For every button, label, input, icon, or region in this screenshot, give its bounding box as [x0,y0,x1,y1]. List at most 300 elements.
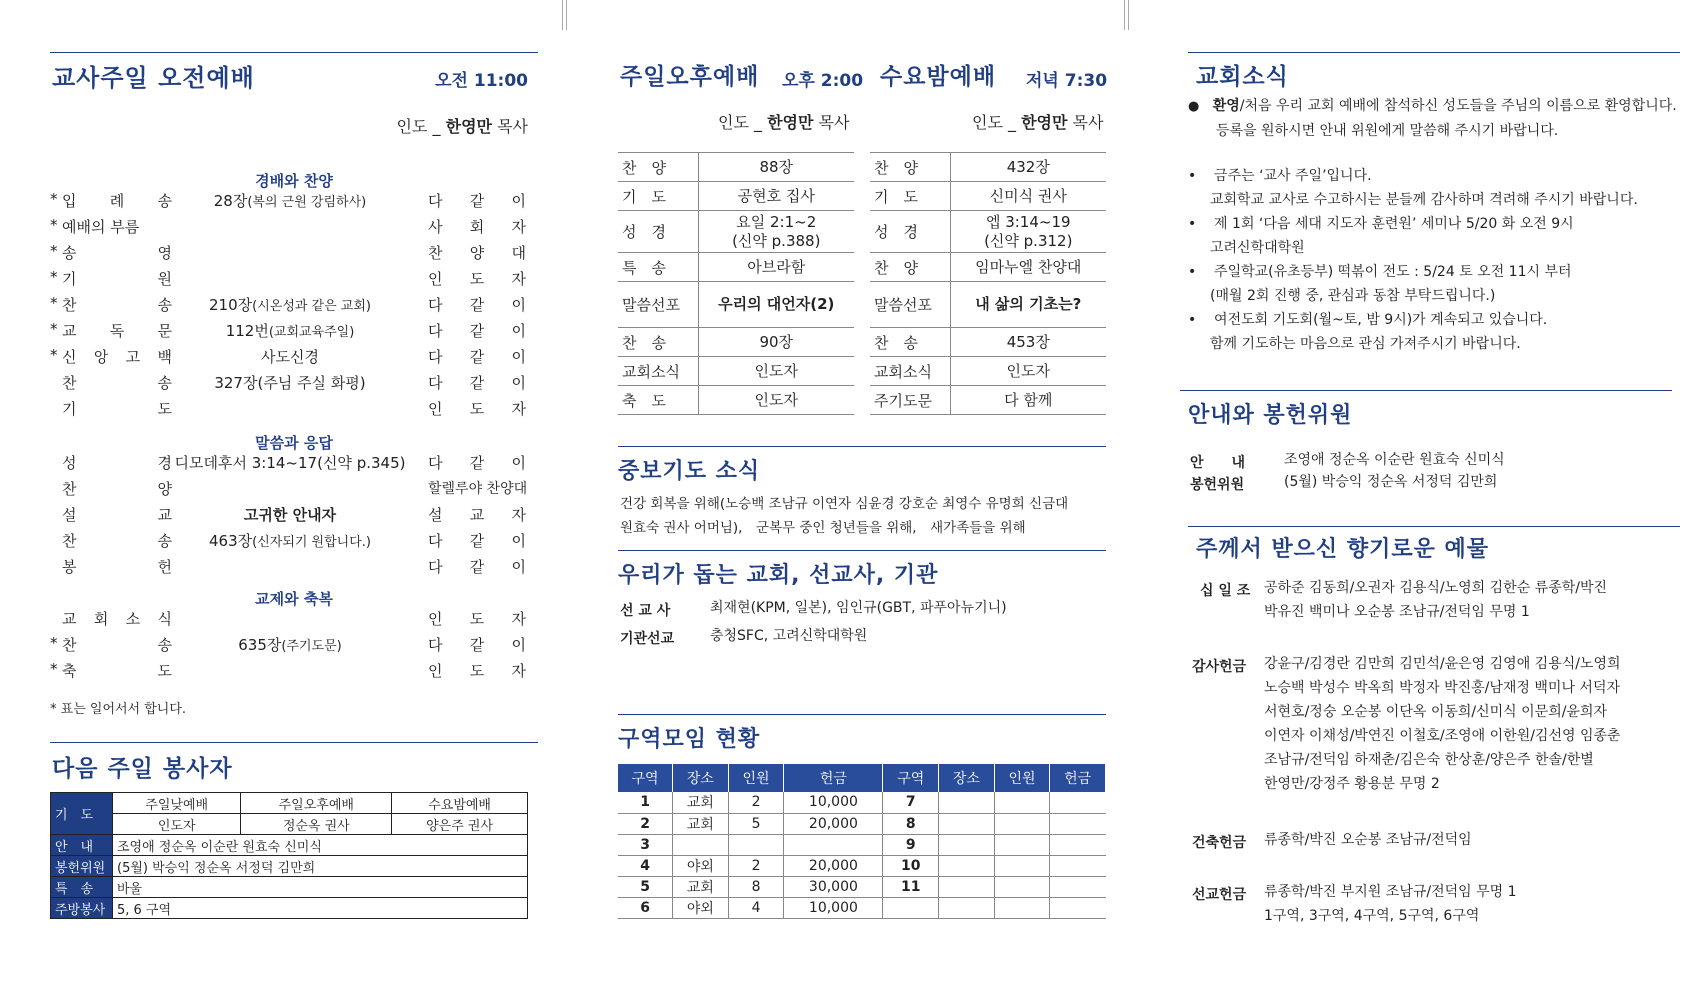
group-cell [994,834,1050,855]
service-row-value: 인도자 [698,386,854,415]
servers-row-value: 조영애 정순옥 이순란 원효숙 신미식 [113,835,528,856]
order-name-char: 송 [157,636,172,654]
order-content [170,294,410,315]
section-fellowship: 교제와 축복 [255,590,333,608]
order-name-char: 기 [62,400,77,418]
wednesday-title: 수요밤예배 [880,64,997,90]
group-cell [994,813,1050,834]
service-row-label: 말씀선포 [870,282,950,328]
servers-header: 수요밤예배 [392,793,528,814]
order-star: * [50,242,58,260]
order-role-char: 도 [469,400,485,418]
order-role-char: 회 [469,218,485,236]
order-content-detail: (복의 근원 강림하사) [247,195,367,210]
order-content-main: 210장 [209,296,253,314]
groups-rule [618,714,1106,715]
service-row [870,386,1106,415]
order-role-char: 이 [511,532,526,550]
service-row-value: 453장 [950,328,1106,357]
order-item-name [62,452,172,473]
section-word: 말씀과 응답 [255,434,333,452]
group-cell: 1 [618,792,673,813]
afternoon-leader: 인도 _ 한영만 목사 [718,113,850,132]
group-cell: 10 [883,855,939,876]
order-role-char: 다 [428,558,443,576]
service-row-value: 요일 2:1~2 (신약 p.388) [698,211,854,253]
order-role [428,398,526,419]
service-row-value: 아브라함 [698,253,854,282]
column-news [1188,0,1680,992]
mission-names: 류종학/박진 부지원 조남규/전덕임 무명 1 1구역, 3구역, 4구역, 5구역, 6구역 [1264,884,1517,924]
order-item-name [62,608,172,629]
order-row [50,398,538,424]
order-row [50,294,538,320]
servers-row-label: 봉헌위원 [51,856,113,877]
group-cell [939,897,995,918]
service-row-value: 내 삶의 기초는? [950,282,1106,328]
order-star: * [50,216,58,234]
order-name-char: 교 [62,610,77,628]
order-name-char: 성 [62,454,77,472]
order-role-char: 양 [469,244,485,262]
wednesday-leader: 인도 _ 한영만 목사 [972,113,1104,132]
order-name-char: 헌 [157,558,172,576]
support-title: 우리가 돕는 교회, 선교사, 기관 [618,563,939,588]
group-cell: 4 [618,855,673,876]
order-role-char: 다 [428,192,443,210]
order-role [428,346,526,367]
order-role [428,372,526,393]
wednesday-order-table [870,152,1106,415]
group-cell [673,834,729,855]
servers-title: 다음 주일 봉사자 [52,756,233,782]
order-role-char: 자 [511,662,526,680]
order-role-char: 찬 [428,244,443,262]
order-content-detail: (신자되기 원합니다.) [252,535,371,550]
order-item-name [62,242,172,263]
group-header: 인원 [994,764,1050,792]
order-content [170,634,410,655]
order-item-name [62,556,172,577]
group-cell [1050,834,1106,855]
afternoon-order-table [618,152,854,415]
order-star: * [50,320,58,338]
order-content [170,190,410,211]
building-names: 류종학/박진 오순봉 조남규/전덕임 [1264,832,1472,848]
order-item-name [62,634,172,655]
order-content [170,372,410,393]
intercession-text: 건강 회복을 위해(노승백 조남규 이연자 심윤경 강호순 최영수 유명희 신금대 원효숙 권사 어머님), 군복무 중인 청년들을 위해, 새가족들을 위해 [620,496,1069,536]
order-row [50,242,538,268]
thanks-label: 감사헌금 [1192,659,1247,675]
support-value: 최재현(KPM, 일본), 임인규(GBT, 파푸아뉴기니) [710,600,1007,616]
order-role-char: 다 [428,454,443,472]
servers-row-value: 바울 [113,877,528,898]
order-role-char: 같 [469,296,485,314]
ushers-title: 안내와 봉헌위원 [1188,403,1353,428]
order-role-char: 다 [428,532,443,550]
group-header: 구역 [618,764,673,792]
order-name-char: 봉 [62,558,77,576]
order-role-char: 자 [511,218,526,236]
wednesday-time: 저녁 7:30 [1026,71,1108,91]
order-content-detail: (시온성과 같은 교회) [252,299,371,314]
order-role-char: 이 [511,348,526,366]
order-role [428,190,526,211]
group-cell: 2 [728,792,784,813]
order-role-char: 설 [428,506,443,524]
order-role-char: 인 [428,662,443,680]
servers-row-label: 특 송 [51,877,113,898]
order-row [50,556,538,582]
order-role [428,268,526,289]
order-row [50,346,538,372]
table-row [618,813,1106,834]
group-cell: 2 [618,813,673,834]
order-name-char: 독 [109,322,125,340]
order-star: * [50,268,58,286]
prayer-cell: 정순옥 권사 [241,814,392,835]
service-row [618,357,854,386]
order-role-char: 자 [511,506,526,524]
order-name-char: 교 [62,322,77,340]
header-rule [50,52,538,53]
order-star: * [50,634,58,652]
order-name-char: 앙 [93,348,109,366]
order-name-char: 찬 [62,480,77,498]
service-row [618,386,854,415]
service-row-value: 다 함께 [950,386,1106,415]
order-name-char: 백 [157,348,172,366]
service-row [870,253,1106,282]
group-cell: 9 [883,834,939,855]
order-item-name [62,190,172,211]
order-name-char: 송 [157,532,172,550]
order-content [170,320,410,341]
service-row-label: 축 도 [618,386,698,415]
group-cell: 2 [728,855,784,876]
group-cell [994,897,1050,918]
group-cell: 10,000 [784,897,883,918]
order-row [50,190,538,216]
section-worship: 경배와 찬양 [255,172,333,190]
order-role [428,556,526,577]
order-row [50,530,538,556]
news-rule [1188,52,1680,53]
order-name-char: 입 [62,192,77,210]
ushers-rule [1180,390,1672,391]
order-role-char: 다 [428,374,443,392]
service-row-value: 우리의 대언자(2) [698,282,854,328]
order-row [50,478,538,504]
order-role-char: 도 [469,662,485,680]
intercession-rule [618,446,1106,447]
thanks-names: 강윤구/김경란 김만희 김민석/윤은영 김영애 김용식/노영희 노승백 박성수 박옥희 박정자 박진홍/남재정 백미나 서덕자 서현호/정숭 오순봉 이단옥 이동희/신미식 이문희/윤희자 이연자 이채성/박연진 이철호/조영애 이한원/김선영 임종춘 조남규/전덕임 하재춘/김은숙 한상훈/양은주 한솔/한별 한영만/강정주 황용분 무명 2 [1264,656,1621,792]
order-item-name [62,268,172,289]
order-role-char: 자 [511,270,526,288]
news-item: • 금주는 ‘교사 주일’입니다. 교회학교 교사로 수고하시는 분들께 감사하며 격려해 주시기 바랍니다. [1188,168,1638,208]
group-cell [939,876,995,897]
order-role [428,320,526,341]
order-role-char: 이 [511,322,526,340]
prayer-cell: 인도자 [113,814,241,835]
group-cell: 8 [728,876,784,897]
group-cell: 10,000 [784,792,883,813]
group-cell [939,813,995,834]
support-value: 충청SFC, 고려신학대학원 [710,628,868,644]
order-row [50,608,538,634]
order-role-char: 이 [511,296,526,314]
service-row-label: 기 도 [618,182,698,211]
order-role-char: 다 [428,296,443,314]
order-role-char: 교 [469,506,485,524]
servers-row-label: 안 내 [51,835,113,856]
order-role-char: 같 [469,322,485,340]
order-content [170,530,410,551]
service-row [870,282,1106,328]
order-role-char: 이 [511,636,526,654]
order-role [428,634,526,655]
mission-label: 선교헌금 [1192,887,1247,903]
ushers-value: 조영애 정순옥 이순란 원효숙 신미식 [1284,452,1505,468]
group-cell [1050,855,1106,876]
morning-time: 오전 11:00 [435,71,528,91]
group-cell [939,834,995,855]
fold-mark-left [562,0,567,30]
support-label: 기관선교 [620,631,675,647]
afternoon-title: 주일오후예배 [620,64,760,90]
order-name-char: 영 [157,244,172,262]
order-role-char: 자 [511,610,526,628]
order-name-char: 교 [157,506,172,524]
service-row-label: 교회소식 [618,357,698,386]
group-header: 인원 [728,764,784,792]
groups-title: 구역모임 현황 [618,727,761,752]
order-name-char: 례 [109,192,125,210]
group-cell: 8 [883,813,939,834]
service-row [618,153,854,182]
order-item-name [62,504,172,525]
order-role-char: 다 [428,322,443,340]
group-cell: 3 [618,834,673,855]
news-item: • 여전도회 기도회(월~토, 밤 9시)가 계속되고 있습니다. 함께 기도하는 마음으로 관심 가져주시기 바랍니다. [1188,312,1548,352]
group-cell: 7 [883,792,939,813]
order-name-char: 송 [157,192,172,210]
group-cell [784,834,883,855]
order-item-name [62,294,172,315]
order-content-main: 463장 [209,532,253,550]
group-cell [939,855,995,876]
order-row [50,634,538,660]
group-cell [939,792,995,813]
group-header: 장소 [673,764,729,792]
group-cell: 20,000 [784,855,883,876]
group-cell [1050,792,1106,813]
order-role-char: 이 [511,374,526,392]
order-content-main: 112번 [225,322,269,340]
order-row [50,268,538,294]
table-row [618,834,1106,855]
order-row [50,372,538,398]
order-role-char: 이 [511,192,526,210]
group-cell: 6 [618,897,673,918]
service-row [870,328,1106,357]
order-name-char: 찬 [62,636,77,654]
table-row [618,876,1106,897]
group-cell: 교회 [673,876,729,897]
order-role-char: 다 [428,636,443,654]
order-item-name [62,216,172,237]
group-cell [994,855,1050,876]
order-name-char: 기 [62,270,77,288]
order-role-char: 같 [469,532,485,550]
group-cell: 5 [728,813,784,834]
offerings-title: 주께서 받으신 향기로운 예물 [1196,537,1490,562]
service-row-value: 신미식 권사 [950,182,1106,211]
offerings-rule [1188,526,1680,527]
news-item: • 제 1회 ‘다음 세대 지도자 훈련원’ 세미나 5/20 화 오전 9시 고려신학대학원 [1188,216,1574,256]
service-row-label: 찬 양 [870,253,950,282]
order-content-detail: (주기도문) [281,639,342,654]
service-row-label: 찬 송 [870,328,950,357]
order-name-char: 원 [157,270,172,288]
order-name-char: 찬 [62,532,77,550]
morning-title: 교사주일 오전예배 [52,64,255,92]
standing-note: * 표는 일어서서 합니다. [50,702,187,717]
building-label: 건축헌금 [1192,835,1247,851]
order-name-char: 찬 [62,374,77,392]
order-name-char: 식 [157,610,172,628]
order-item-name [62,478,172,499]
service-row-value: 임마누엘 찬양대 [950,253,1106,282]
order-role [428,478,526,498]
order-row [50,216,538,242]
news-title: 교회소식 [1196,64,1289,90]
order-name-char: 찬 [62,296,77,314]
group-header: 장소 [939,764,995,792]
order-role-char: 인 [428,400,443,418]
order-role-char: 도 [469,610,485,628]
order-role-char: 대 [511,244,526,262]
order-name-char: 도 [157,400,172,418]
group-cell [994,792,1050,813]
order-role-char: 할렐루야 찬양대 [428,481,528,497]
tithe-names: 공하준 김동희/오권자 김용식/노영희 김한순 류종학/박진 박유진 백미나 오순봉 조남규/전덕임 무명 1 [1264,580,1608,620]
order-content-main: 디모데후서 3:14~17(신약 p.345) [174,454,406,472]
service-row-value: 90장 [698,328,854,357]
order-item-name [62,372,172,393]
order-role [428,608,526,629]
order-role-char: 이 [511,454,526,472]
order-role-char: 자 [511,400,526,418]
order-name-char: 예배의 부름 [62,218,140,236]
group-cell [1050,876,1106,897]
order-name-char: 양 [157,480,172,498]
table-row [618,897,1106,918]
order-name-char: 송 [62,244,77,262]
order-row [50,452,538,478]
group-cell [883,897,939,918]
service-row [870,357,1106,386]
order-role [428,216,526,237]
order-name-char: 경 [157,454,172,472]
tithe-label: 십 일 조 [1200,583,1251,599]
group-cell: 11 [883,876,939,897]
order-name-char: 도 [157,662,172,680]
order-role-char: 이 [511,558,526,576]
group-cell [1050,813,1106,834]
order-role-char: 같 [469,558,485,576]
servers-rule [50,742,538,743]
order-role [428,294,526,315]
group-cell: 5 [618,876,673,897]
service-row-label: 교회소식 [870,357,950,386]
group-cell: 교회 [673,813,729,834]
group-cell [994,876,1050,897]
order-role-char: 같 [469,348,485,366]
service-row-label: 찬 송 [618,328,698,357]
order-role [428,242,526,263]
group-cell: 야외 [673,855,729,876]
ushers-value: (5월) 박승익 정순옥 서정덕 김만희 [1284,474,1498,490]
order-name-char: 문 [157,322,172,340]
order-role-char: 인 [428,610,443,628]
order-row [50,504,538,530]
order-role-char: 같 [469,636,485,654]
column-morning [50,0,538,992]
order-role [428,660,526,681]
service-row-label: 찬 양 [618,153,698,182]
order-star: * [50,190,58,208]
support-rule [618,550,1106,551]
order-row [50,320,538,346]
service-row [618,211,854,253]
column-services [618,0,1106,992]
order-content [170,452,410,473]
order-item-name [62,660,172,681]
order-role [428,504,526,525]
service-row [618,282,854,328]
order-star: * [50,294,58,312]
order-content [170,346,410,367]
service-row [618,182,854,211]
order-star: * [50,346,58,364]
table-row [618,855,1106,876]
group-header: 헌금 [1050,764,1106,792]
servers-header: 주일낮예배 [113,793,241,814]
servers-header: 주일오후예배 [241,793,392,814]
order-role-char: 같 [469,374,485,392]
service-row-value: 공현호 집사 [698,182,854,211]
service-row [618,253,854,282]
group-cell: 4 [728,897,784,918]
service-row-value: 432장 [950,153,1106,182]
fold-mark-right [1124,0,1129,30]
order-star: * [50,660,58,678]
servers-row-value: (5월) 박승익 정순옥 서정덕 김만희 [113,856,528,877]
order-name-char: 송 [157,296,172,314]
service-row-label: 기 도 [870,182,950,211]
order-role [428,452,526,473]
group-meeting-table [618,764,1106,919]
order-content-main: 고귀한 안내자 [243,506,337,524]
service-row-label: 성 경 [618,211,698,253]
order-name-char: 회 [93,610,109,628]
ushers-label: 안 내 [1190,455,1246,471]
afternoon-time: 오후 2:00 [782,71,864,91]
order-item-name [62,346,172,367]
service-row [870,153,1106,182]
